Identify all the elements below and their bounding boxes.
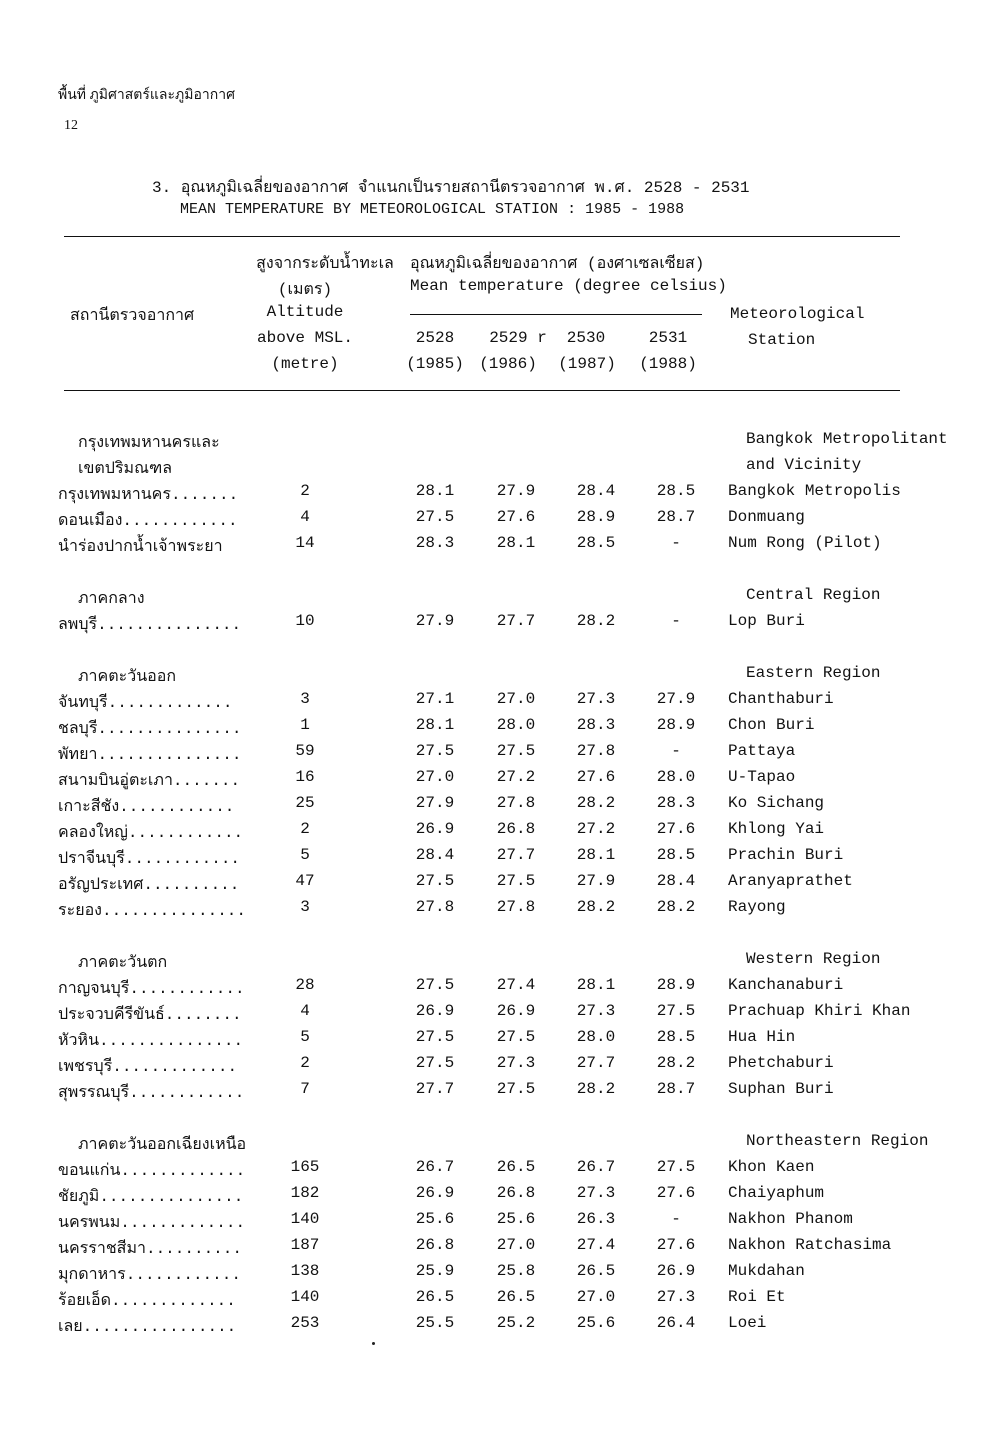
table-row <box>0 482 990 508</box>
table-row <box>0 690 990 716</box>
temperature-cell: 27.7 <box>576 1054 616 1072</box>
region-heading-row <box>0 664 990 690</box>
altitude-header-th: สูงจากระดับน้ำทะเล <box>256 255 394 273</box>
altitude-cell: 1 <box>300 716 310 734</box>
table-row <box>0 1288 990 1314</box>
altitude-cell: 4 <box>300 508 310 526</box>
table-row <box>0 872 990 898</box>
temperature-cell: 28.2 <box>576 1080 616 1098</box>
table-row <box>0 612 990 638</box>
table-row <box>0 1080 990 1106</box>
region-name-thai: เขตปริมณฑล <box>78 460 173 478</box>
mean-temp-header-th: อุณหภูมิเฉลี่ยของอากาศ (องศาเซลเซียส) <box>410 255 705 273</box>
table-row <box>0 1054 990 1080</box>
year-header-1987: (1987) <box>558 355 616 373</box>
altitude-cell: 28 <box>295 976 315 994</box>
temperature-cell: 27.6 <box>576 768 616 786</box>
region-name-thai: ภาคกลาง <box>78 590 145 608</box>
temperature-cell: 28.5 <box>656 846 696 864</box>
station-name-english: Prachin Buri <box>728 846 844 864</box>
table-row <box>0 794 990 820</box>
region-name-english: Western Region <box>746 950 881 968</box>
temperature-cell: 28.0 <box>496 716 536 734</box>
temperature-cell: 27.9 <box>656 690 696 708</box>
region-name-english: Eastern Region <box>746 664 881 682</box>
temperature-cell: 27.9 <box>415 612 455 630</box>
temperature-cell: 28.2 <box>576 898 616 916</box>
table-row <box>0 508 990 534</box>
temperature-cell: 26.7 <box>576 1158 616 1176</box>
temperature-cell: 25.9 <box>415 1262 455 1280</box>
temperature-cell: - <box>671 1210 681 1228</box>
station-name-thai: กรุงเทพมหานคร....... <box>58 486 239 504</box>
temperature-cell: 25.6 <box>576 1314 616 1332</box>
station-name-english: Khon Kaen <box>728 1158 815 1176</box>
temperature-cell: 27.9 <box>576 872 616 890</box>
year-group-rule <box>410 314 702 315</box>
station-name-thai: เกาะสีชัง............ <box>58 798 235 816</box>
temperature-cell: 27.5 <box>496 872 536 890</box>
altitude-cell: 7 <box>300 1080 310 1098</box>
table-title-thai: 3. อุณหภูมิเฉลี่ยของอากาศ จำแนกเป็นรายสถานีตรวจอากาศ พ.ศ. 2528 - 2531 <box>152 179 750 197</box>
temperature-cell: 26.7 <box>415 1158 455 1176</box>
page-number: 12 <box>64 118 78 133</box>
temperature-cell: 28.4 <box>656 872 696 890</box>
temperature-cell: 26.5 <box>576 1262 616 1280</box>
region-name-thai: กรุงเทพมหานครและ <box>78 434 220 452</box>
temperature-cell: 27.5 <box>415 976 455 994</box>
temperature-cell: 27.5 <box>415 1054 455 1072</box>
station-name-english: Chon Buri <box>728 716 815 734</box>
temperature-cell: 28.2 <box>656 898 696 916</box>
temperature-cell: 25.5 <box>415 1314 455 1332</box>
running-title: พื้นที่ ภูมิศาสตร์และภูมิอากาศ <box>58 88 235 103</box>
station-name-english: Nakhon Ratchasima <box>728 1236 892 1254</box>
year-header-2531: 2531 <box>648 329 688 347</box>
altitude-cell: 2 <box>300 482 310 500</box>
table-title-english: MEAN TEMPERATURE BY METEOROLOGICAL STATION : 1985 - 1988 <box>180 201 685 218</box>
station-name-english: Hua Hin <box>728 1028 796 1046</box>
temperature-cell: - <box>671 612 681 630</box>
region-heading-row <box>0 950 990 976</box>
station-name-thai: เลย................ <box>58 1318 237 1336</box>
temperature-cell: 27.3 <box>496 1054 536 1072</box>
altitude-cell: 3 <box>300 690 310 708</box>
station-name-thai: ระยอง............... <box>58 902 247 920</box>
station-name-english: Num Rong (Pilot) <box>728 534 882 552</box>
altitude-cell: 3 <box>300 898 310 916</box>
station-name-thai: ดอนเมือง............ <box>58 512 238 530</box>
temperature-cell: 26.3 <box>576 1210 616 1228</box>
station-name-thai: จันทบุรี............. <box>58 694 233 712</box>
altitude-cell: 4 <box>300 1002 310 1020</box>
temperature-cell: 28.0 <box>656 768 696 786</box>
temperature-cell: 28.7 <box>656 1080 696 1098</box>
temperature-cell: 27.6 <box>496 508 536 526</box>
temperature-cell: 27.1 <box>415 690 455 708</box>
station-english-header: Meteorological <box>730 305 865 323</box>
temperature-cell: 27.9 <box>415 794 455 812</box>
table-row <box>0 1236 990 1262</box>
station-name-english: Suphan Buri <box>728 1080 834 1098</box>
temperature-cell: 27.5 <box>415 742 455 760</box>
temperature-cell: 27.7 <box>496 612 536 630</box>
station-name-english: U-Tapao <box>728 768 796 786</box>
year-header-1988: (1988) <box>639 355 697 373</box>
mean-temp-header-en: Mean temperature (degree celsius) <box>410 277 727 295</box>
altitude-cell: 47 <box>295 872 315 890</box>
temperature-cell: 26.9 <box>415 820 455 838</box>
altitude-cell: 138 <box>290 1262 320 1280</box>
table-row <box>0 898 990 924</box>
table-row <box>0 1184 990 1210</box>
altitude-header-en: Altitude <box>266 303 344 321</box>
temperature-cell: 27.0 <box>496 690 536 708</box>
table-row <box>0 1314 990 1340</box>
table-row <box>0 1002 990 1028</box>
table-row <box>0 820 990 846</box>
region-name-english: Bangkok Metropolitant <box>746 430 948 448</box>
altitude-cell: 182 <box>290 1184 320 1202</box>
altitude-cell: 2 <box>300 820 310 838</box>
temperature-cell: 28.3 <box>415 534 455 552</box>
table-row <box>0 846 990 872</box>
station-name-thai: อรัญประเทศ.......... <box>58 876 240 894</box>
temperature-cell: 27.5 <box>496 742 536 760</box>
temperature-cell: 27.5 <box>415 508 455 526</box>
temperature-cell: 28.2 <box>576 612 616 630</box>
temperature-cell: 28.9 <box>656 976 696 994</box>
station-name-thai: นครราชสีมา.......... <box>58 1240 242 1258</box>
temperature-cell: - <box>671 742 681 760</box>
table-row <box>0 1028 990 1054</box>
temperature-cell: 28.3 <box>656 794 696 812</box>
temperature-cell: 28.1 <box>415 482 455 500</box>
temperature-cell: 27.4 <box>496 976 536 994</box>
temperature-cell: 27.4 <box>576 1236 616 1254</box>
station-name-thai: มุกดาหาร............ <box>58 1266 241 1284</box>
temperature-cell: 26.4 <box>656 1314 696 1332</box>
table-row <box>0 768 990 794</box>
station-name-thai: กาญจนบุรี............ <box>58 980 245 998</box>
station-name-thai: ชัยภูมิ............... <box>58 1188 244 1206</box>
temperature-cell: 28.5 <box>576 534 616 552</box>
temperature-cell: 28.9 <box>656 716 696 734</box>
temperature-cell: 28.2 <box>576 794 616 812</box>
temperature-cell: 26.8 <box>496 820 536 838</box>
station-name-english: Pattaya <box>728 742 796 760</box>
stray-mark <box>372 1342 375 1345</box>
station-name-thai: สุพรรณบุรี............ <box>58 1084 245 1102</box>
station-name-thai: ชลบุรี............... <box>58 720 242 738</box>
region-name-thai: ภาคตะวันออก <box>78 668 177 686</box>
station-name-thai: คลองใหญ่............ <box>58 824 244 842</box>
station-thai-header: สถานีตรวจอากาศ <box>70 307 195 325</box>
temperature-cell: 27.6 <box>656 1236 696 1254</box>
temperature-cell: 27.6 <box>656 820 696 838</box>
station-name-thai: ประจวบคีรีขันธ์........ <box>58 1006 242 1024</box>
station-name-english: Phetchaburi <box>728 1054 834 1072</box>
header-bottom-rule <box>64 390 900 391</box>
table-row <box>0 716 990 742</box>
station-name-english: Roi Et <box>728 1288 786 1306</box>
temperature-cell: - <box>671 534 681 552</box>
temperature-cell: 28.7 <box>656 508 696 526</box>
temperature-cell: 25.6 <box>415 1210 455 1228</box>
temperature-cell: 27.6 <box>656 1184 696 1202</box>
altitude-cell: 5 <box>300 1028 310 1046</box>
temperature-cell: 26.8 <box>496 1184 536 1202</box>
table-row <box>0 1158 990 1184</box>
temperature-cell: 27.5 <box>415 872 455 890</box>
station-name-english: Nakhon Phanom <box>728 1210 853 1228</box>
region-heading-row <box>0 430 990 456</box>
temperature-cell: 25.2 <box>496 1314 536 1332</box>
temperature-cell: 26.9 <box>496 1002 536 1020</box>
altitude-cell: 165 <box>290 1158 320 1176</box>
temperature-cell: 26.5 <box>415 1288 455 1306</box>
year-header-2528: 2528 <box>415 329 455 347</box>
temperature-cell: 28.1 <box>415 716 455 734</box>
temperature-cell: 27.8 <box>576 742 616 760</box>
altitude-cell: 5 <box>300 846 310 864</box>
altitude-header-en-2: above MSL. <box>256 329 353 347</box>
station-name-english: Loei <box>728 1314 767 1332</box>
station-name-thai: ปราจีนบุรี............ <box>58 850 241 868</box>
altitude-cell: 25 <box>295 794 315 812</box>
year-header-2529: 2529 r <box>489 329 547 347</box>
table-row <box>0 1210 990 1236</box>
altitude-cell: 2 <box>300 1054 310 1072</box>
temperature-cell: 27.3 <box>576 1184 616 1202</box>
temperature-cell: 27.8 <box>496 898 536 916</box>
station-name-thai: ขอนแก่น............. <box>58 1162 246 1180</box>
temperature-cell: 27.0 <box>415 768 455 786</box>
temperature-cell: 27.3 <box>576 1002 616 1020</box>
table-top-rule <box>64 236 900 237</box>
temperature-cell: 28.5 <box>656 482 696 500</box>
table-row <box>0 1262 990 1288</box>
table-row <box>0 534 990 560</box>
region-name-english: and Vicinity <box>746 456 862 474</box>
station-name-english: Bangkok Metropolis <box>728 482 901 500</box>
altitude-cell: 59 <box>295 742 315 760</box>
region-heading-row <box>0 586 990 612</box>
temperature-cell: 27.0 <box>576 1288 616 1306</box>
altitude-header-th-unit: (เมตร) <box>277 281 333 299</box>
temperature-cell: 28.3 <box>576 716 616 734</box>
station-name-english: Chanthaburi <box>728 690 834 708</box>
temperature-cell: 28.9 <box>576 508 616 526</box>
temperature-cell: 27.5 <box>496 1080 536 1098</box>
station-name-english: Ko Sichang <box>728 794 825 812</box>
year-header-1986: (1986) <box>479 355 537 373</box>
temperature-cell: 28.4 <box>576 482 616 500</box>
temperature-cell: 26.8 <box>415 1236 455 1254</box>
temperature-cell: 27.0 <box>496 1236 536 1254</box>
temperature-cell: 25.8 <box>496 1262 536 1280</box>
altitude-cell: 253 <box>290 1314 320 1332</box>
temperature-cell: 26.9 <box>415 1184 455 1202</box>
altitude-cell: 14 <box>295 534 315 552</box>
temperature-cell: 27.3 <box>656 1288 696 1306</box>
altitude-header-en-unit: (metre) <box>271 355 339 373</box>
altitude-cell: 187 <box>290 1236 320 1254</box>
temperature-cell: 27.2 <box>496 768 536 786</box>
region-heading-row <box>0 1132 990 1158</box>
station-name-thai: นครพนม............. <box>58 1214 246 1232</box>
station-name-english: Rayong <box>728 898 786 916</box>
temperature-cell: 27.8 <box>415 898 455 916</box>
temperature-cell: 27.9 <box>496 482 536 500</box>
table-row <box>0 742 990 768</box>
station-name-thai: ร้อยเอ็ด............. <box>58 1292 236 1310</box>
temperature-cell: 28.4 <box>415 846 455 864</box>
temperature-cell: 26.9 <box>415 1002 455 1020</box>
region-heading-row <box>0 456 990 482</box>
region-name-english: Northeastern Region <box>746 1132 929 1150</box>
temperature-cell: 26.5 <box>496 1158 536 1176</box>
region-name-thai: ภาคตะวันตก <box>78 954 168 972</box>
altitude-cell: 10 <box>295 612 315 630</box>
station-name-thai: พัทยา............... <box>58 746 242 764</box>
station-name-english: Kanchanaburi <box>728 976 844 994</box>
station-name-thai: หัวหิน............... <box>58 1032 244 1050</box>
station-name-thai: ลพบุรี............... <box>58 616 242 634</box>
temperature-cell: 27.5 <box>656 1002 696 1020</box>
temperature-cell: 28.1 <box>496 534 536 552</box>
station-name-english: Aranyaprathet <box>728 872 853 890</box>
temperature-cell: 27.2 <box>576 820 616 838</box>
altitude-cell: 140 <box>290 1210 320 1228</box>
temperature-cell: 28.1 <box>576 846 616 864</box>
temperature-cell: 27.5 <box>656 1158 696 1176</box>
temperature-cell: 28.0 <box>576 1028 616 1046</box>
station-name-english: Khlong Yai <box>728 820 825 838</box>
temperature-cell: 25.6 <box>496 1210 536 1228</box>
temperature-cell: 27.7 <box>415 1080 455 1098</box>
region-name-english: Central Region <box>746 586 881 604</box>
temperature-cell: 28.5 <box>656 1028 696 1046</box>
temperature-cell: 26.9 <box>656 1262 696 1280</box>
station-english-header-2: Station <box>748 331 816 349</box>
altitude-cell: 16 <box>295 768 315 786</box>
station-name-english: Donmuang <box>728 508 805 526</box>
station-name-english: Prachuap Khiri Khan <box>728 1002 911 1020</box>
temperature-cell: 27.7 <box>496 846 536 864</box>
station-name-thai: สนามบินอู่ตะเภา....... <box>58 772 241 790</box>
region-name-thai: ภาคตะวันออกเฉียงเหนือ <box>78 1136 247 1154</box>
temperature-cell: 28.2 <box>656 1054 696 1072</box>
station-name-english: Chaiyaphum <box>728 1184 825 1202</box>
year-header-2530: 2530 <box>566 329 606 347</box>
temperature-cell: 26.5 <box>496 1288 536 1306</box>
temperature-cell: 27.5 <box>496 1028 536 1046</box>
station-name-english: Lop Buri <box>728 612 805 630</box>
temperature-cell: 27.8 <box>496 794 536 812</box>
table-row <box>0 976 990 1002</box>
altitude-cell: 140 <box>290 1288 320 1306</box>
station-name-english: Mukdahan <box>728 1262 805 1280</box>
year-header-1985: (1985) <box>406 355 464 373</box>
station-name-thai: นำร่องปากน้ำเจ้าพระยา <box>58 538 223 556</box>
temperature-cell: 28.1 <box>576 976 616 994</box>
temperature-cell: 27.3 <box>576 690 616 708</box>
temperature-cell: 27.5 <box>415 1028 455 1046</box>
station-name-thai: เพชรบุรี............. <box>58 1058 238 1076</box>
